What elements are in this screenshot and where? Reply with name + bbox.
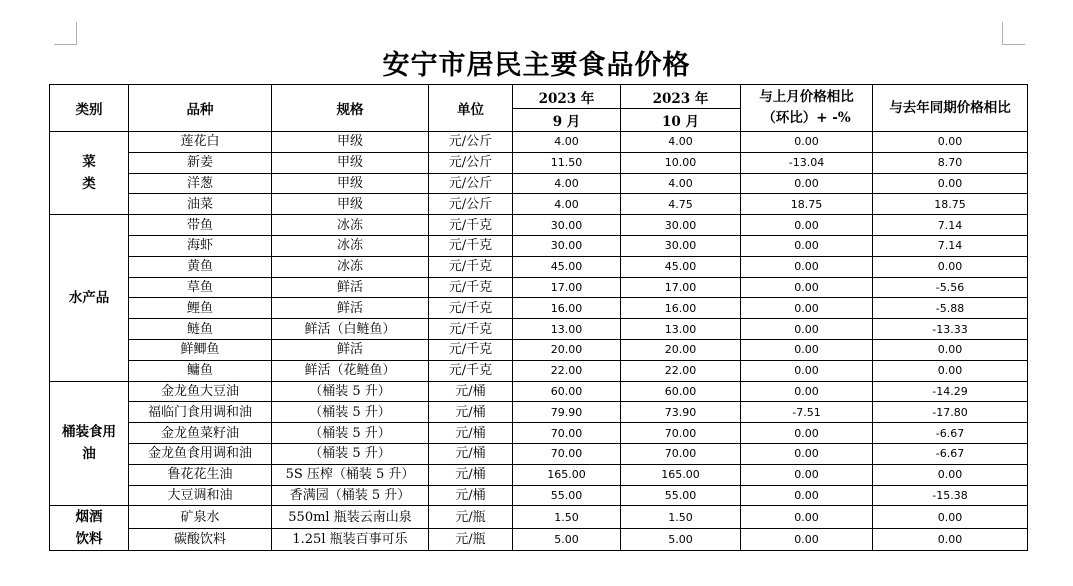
mom-change-cell: 0.00 <box>741 485 873 506</box>
table-row <box>50 402 1028 423</box>
yoy-change-cell: 0.00 <box>873 132 1028 153</box>
unit-cell: 元/千克 <box>429 256 513 277</box>
yoy-change-cell: 0.00 <box>873 528 1028 551</box>
table-row <box>50 256 1028 277</box>
price-oct-cell: 30.00 <box>621 235 741 256</box>
variety-cell: 福临门食用调和油 <box>129 402 272 423</box>
mom-change-cell: 18.75 <box>741 194 873 215</box>
table-row <box>50 381 1028 402</box>
yoy-change-cell: -15.38 <box>873 485 1028 506</box>
yoy-change-cell: 7.14 <box>873 215 1028 236</box>
variety-cell: 油菜 <box>129 194 272 215</box>
spec-cell: 冰冻 <box>272 215 429 236</box>
spec-cell: 鲜活 <box>272 298 429 319</box>
mom-change-cell: 0.00 <box>741 464 873 485</box>
price-oct-cell: 60.00 <box>621 381 741 402</box>
variety-cell: 黄鱼 <box>129 256 272 277</box>
price-sep-cell: 30.00 <box>513 235 621 256</box>
variety-cell: 碳酸饮料 <box>129 528 272 551</box>
price-oct-cell: 45.00 <box>621 256 741 277</box>
category-label: 水产品 <box>68 289 110 306</box>
spec-cell: 甲级 <box>272 152 429 173</box>
price-table <box>49 84 1028 551</box>
category-cell <box>50 506 129 551</box>
header-year-sep: 2023 年 <box>513 85 621 109</box>
spec-cell: 550ml 瓶装云南山泉 <box>272 506 429 529</box>
price-sep-cell: 5.00 <box>513 528 621 551</box>
price-oct-cell: 70.00 <box>621 423 741 444</box>
variety-cell: 鲢鱼 <box>129 319 272 340</box>
yoy-change-cell: 0.00 <box>873 464 1028 485</box>
unit-cell: 元/千克 <box>429 215 513 236</box>
mom-change-cell: -7.51 <box>741 402 873 423</box>
price-oct-cell: 70.00 <box>621 443 741 464</box>
price-oct-cell: 4.75 <box>621 194 741 215</box>
table-row <box>50 235 1028 256</box>
unit-cell: 元/千克 <box>429 298 513 319</box>
mom-change-cell: 0.00 <box>741 319 873 340</box>
table-row <box>50 173 1028 194</box>
price-sep-cell: 13.00 <box>513 319 621 340</box>
category-label: 烟酒饮料 <box>75 509 103 548</box>
price-sep-cell: 70.00 <box>513 423 621 444</box>
variety-cell: 鲁花花生油 <box>129 464 272 485</box>
price-oct-cell: 4.00 <box>621 132 741 153</box>
spec-cell: 甲级 <box>272 173 429 194</box>
category-cell <box>50 215 129 381</box>
header-category: 类别 <box>50 85 129 132</box>
variety-cell: 金龙鱼食用调和油 <box>129 443 272 464</box>
category-label: 桶装食用油 <box>61 424 116 463</box>
mom-change-cell: 0.00 <box>741 277 873 298</box>
mom-change-cell: -13.04 <box>741 152 873 173</box>
table-body <box>50 132 1028 551</box>
mom-change-cell: 0.00 <box>741 381 873 402</box>
header-variety: 品种 <box>129 85 272 132</box>
page-corner-mark-top-left <box>54 22 77 45</box>
variety-cell: 金龙鱼大豆油 <box>129 381 272 402</box>
variety-cell: 洋葱 <box>129 173 272 194</box>
variety-cell: 鳙鱼 <box>129 360 272 381</box>
yoy-change-cell: 8.70 <box>873 152 1028 173</box>
table-row <box>50 298 1028 319</box>
yoy-change-cell: 0.00 <box>873 506 1028 529</box>
unit-cell: 元/公斤 <box>429 173 513 194</box>
yoy-change-cell: -13.33 <box>873 319 1028 340</box>
yoy-change-cell: -5.56 <box>873 277 1028 298</box>
unit-cell: 元/千克 <box>429 319 513 340</box>
variety-cell: 带鱼 <box>129 215 272 236</box>
price-sep-cell: 70.00 <box>513 443 621 464</box>
header-spec: 规格 <box>272 85 429 132</box>
mom-change-cell: 0.00 <box>741 528 873 551</box>
unit-cell: 元/千克 <box>429 277 513 298</box>
variety-cell: 大豆调和油 <box>129 485 272 506</box>
unit-cell: 元/公斤 <box>429 132 513 153</box>
document-title: 安宁市居民主要食品价格 <box>382 50 691 81</box>
yoy-change-cell: 0.00 <box>873 339 1028 360</box>
variety-cell: 海虾 <box>129 235 272 256</box>
price-sep-cell: 55.00 <box>513 485 621 506</box>
price-sep-cell: 4.00 <box>513 173 621 194</box>
unit-cell: 元/千克 <box>429 339 513 360</box>
price-sep-cell: 20.00 <box>513 339 621 360</box>
table-row <box>50 360 1028 381</box>
spec-cell: 冰冻 <box>272 235 429 256</box>
table-row <box>50 339 1028 360</box>
category-cell <box>50 381 129 506</box>
header-unit: 单位 <box>429 85 513 132</box>
price-oct-cell: 13.00 <box>621 319 741 340</box>
mom-change-cell: 0.00 <box>741 506 873 529</box>
price-oct-cell: 22.00 <box>621 360 741 381</box>
mom-change-cell: 0.00 <box>741 235 873 256</box>
spec-cell: 鲜活 <box>272 277 429 298</box>
header-row <box>50 85 1028 109</box>
unit-cell: 元/公斤 <box>429 194 513 215</box>
price-oct-cell: 10.00 <box>621 152 741 173</box>
yoy-change-cell: 0.00 <box>873 360 1028 381</box>
spec-cell: 甲级 <box>272 194 429 215</box>
header-mom: 与上月价格相比（环比）+ -% <box>741 85 873 132</box>
spec-cell: 甲级 <box>272 132 429 153</box>
variety-cell: 新姜 <box>129 152 272 173</box>
table-row <box>50 528 1028 551</box>
table-row <box>50 485 1028 506</box>
category-cell <box>50 132 129 215</box>
spec-cell: 5S 压榨（桶装 5 升） <box>272 464 429 485</box>
mom-change-cell: 0.00 <box>741 443 873 464</box>
price-sep-cell: 45.00 <box>513 256 621 277</box>
yoy-change-cell: 0.00 <box>873 256 1028 277</box>
variety-cell: 金龙鱼菜籽油 <box>129 423 272 444</box>
price-sep-cell: 79.90 <box>513 402 621 423</box>
mom-change-cell: 0.00 <box>741 298 873 319</box>
table-row <box>50 319 1028 340</box>
unit-cell: 元/瓶 <box>429 506 513 529</box>
price-sep-cell: 1.50 <box>513 506 621 529</box>
yoy-change-cell: 7.14 <box>873 235 1028 256</box>
price-oct-cell: 4.00 <box>621 173 741 194</box>
price-oct-cell: 165.00 <box>621 464 741 485</box>
table-row <box>50 277 1028 298</box>
yoy-change-cell: -5.88 <box>873 298 1028 319</box>
table-row <box>50 194 1028 215</box>
price-sep-cell: 4.00 <box>513 132 621 153</box>
variety-cell: 鲜鲫鱼 <box>129 339 272 360</box>
mom-change-cell: 0.00 <box>741 132 873 153</box>
spec-cell: （桶装 5 升） <box>272 443 429 464</box>
table-row <box>50 443 1028 464</box>
yoy-change-cell: 0.00 <box>873 173 1028 194</box>
yoy-change-cell: -6.67 <box>873 443 1028 464</box>
variety-cell: 鲤鱼 <box>129 298 272 319</box>
unit-cell: 元/桶 <box>429 443 513 464</box>
unit-cell: 元/公斤 <box>429 152 513 173</box>
yoy-change-cell: -14.29 <box>873 381 1028 402</box>
mom-change-cell: 0.00 <box>741 423 873 444</box>
price-sep-cell: 16.00 <box>513 298 621 319</box>
unit-cell: 元/桶 <box>429 464 513 485</box>
price-oct-cell: 73.90 <box>621 402 741 423</box>
mom-change-cell: 0.00 <box>741 256 873 277</box>
mom-change-cell: 0.00 <box>741 173 873 194</box>
yoy-change-cell: -17.80 <box>873 402 1028 423</box>
price-sep-cell: 30.00 <box>513 215 621 236</box>
price-sep-cell: 11.50 <box>513 152 621 173</box>
mom-change-cell: 0.00 <box>741 215 873 236</box>
price-sep-cell: 60.00 <box>513 381 621 402</box>
table-row <box>50 152 1028 173</box>
unit-cell: 元/千克 <box>429 235 513 256</box>
spec-cell: 鲜活（白鲢鱼） <box>272 319 429 340</box>
header-year-oct: 2023 年 <box>621 85 741 109</box>
category-label: 菜类 <box>82 154 96 193</box>
header-month-sep: 9 月 <box>513 109 621 132</box>
spec-cell: 香满园（桶装 5 升） <box>272 485 429 506</box>
variety-cell: 矿泉水 <box>129 506 272 529</box>
price-oct-cell: 30.00 <box>621 215 741 236</box>
unit-cell: 元/桶 <box>429 402 513 423</box>
table-row <box>50 215 1028 236</box>
unit-cell: 元/瓶 <box>429 528 513 551</box>
price-oct-cell: 20.00 <box>621 339 741 360</box>
header-month-oct: 10 月 <box>621 109 741 132</box>
variety-cell: 草鱼 <box>129 277 272 298</box>
price-sep-cell: 165.00 <box>513 464 621 485</box>
price-oct-cell: 55.00 <box>621 485 741 506</box>
price-oct-cell: 16.00 <box>621 298 741 319</box>
unit-cell: 元/千克 <box>429 360 513 381</box>
price-oct-cell: 17.00 <box>621 277 741 298</box>
table-row <box>50 132 1028 153</box>
mom-change-cell: 0.00 <box>741 360 873 381</box>
spec-cell: （桶装 5 升） <box>272 402 429 423</box>
spec-cell: 鲜活（花鲢鱼） <box>272 360 429 381</box>
price-oct-cell: 1.50 <box>621 506 741 529</box>
spec-cell: 冰冻 <box>272 256 429 277</box>
spec-cell: （桶装 5 升） <box>272 423 429 444</box>
unit-cell: 元/桶 <box>429 423 513 444</box>
table-row <box>50 506 1028 529</box>
price-sep-cell: 22.00 <box>513 360 621 381</box>
table-row <box>50 464 1028 485</box>
table-row <box>50 423 1028 444</box>
price-sep-cell: 4.00 <box>513 194 621 215</box>
unit-cell: 元/桶 <box>429 485 513 506</box>
variety-cell: 莲花白 <box>129 132 272 153</box>
yoy-change-cell: 18.75 <box>873 194 1028 215</box>
header-yoy: 与去年同期价格相比 <box>873 85 1028 132</box>
page-corner-mark-top-right <box>1002 22 1025 45</box>
price-oct-cell: 5.00 <box>621 528 741 551</box>
spec-cell: 1.25l 瓶装百事可乐 <box>272 528 429 551</box>
price-sep-cell: 17.00 <box>513 277 621 298</box>
spec-cell: （桶装 5 升） <box>272 381 429 402</box>
yoy-change-cell: -6.67 <box>873 423 1028 444</box>
unit-cell: 元/桶 <box>429 381 513 402</box>
mom-change-cell: 0.00 <box>741 339 873 360</box>
spec-cell: 鲜活 <box>272 339 429 360</box>
